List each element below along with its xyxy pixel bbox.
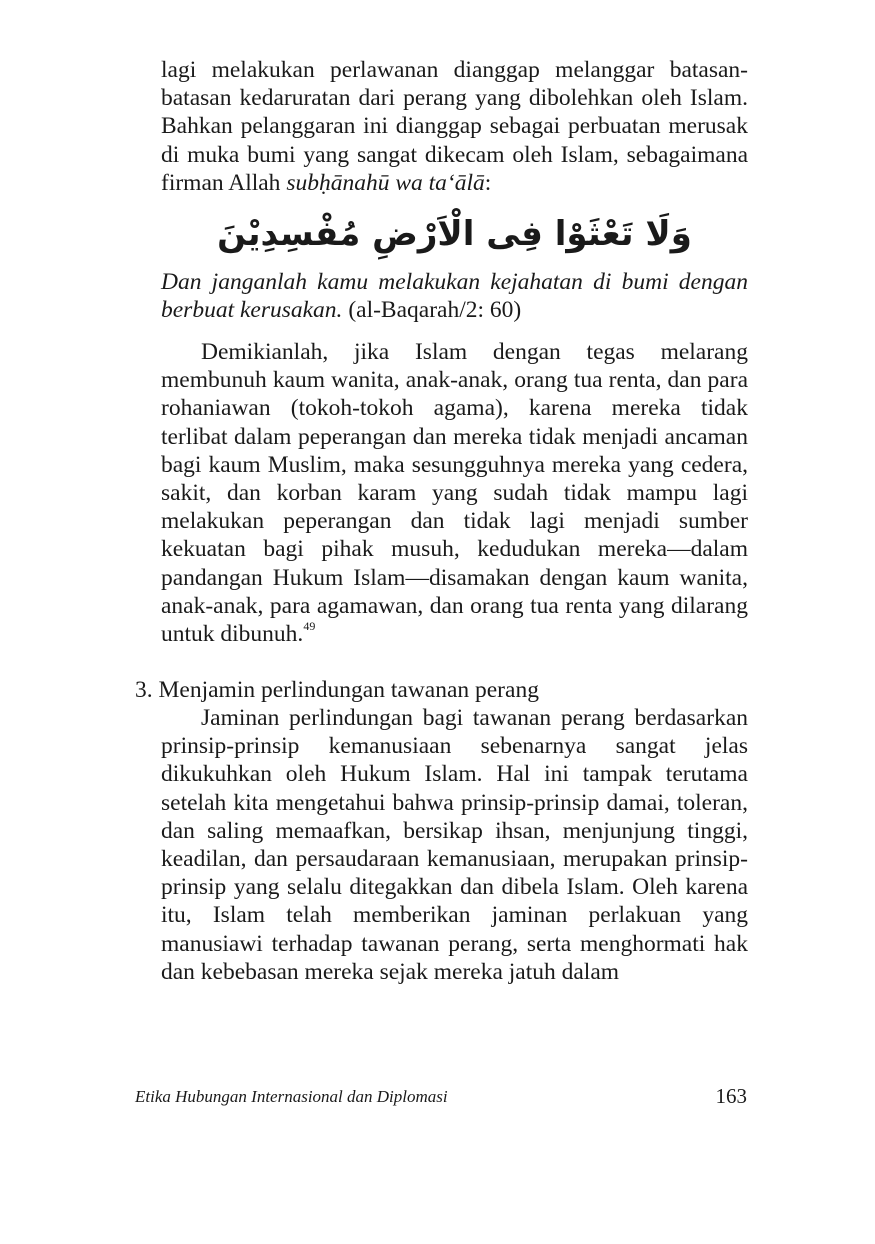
translation-body xyxy=(161,268,748,324)
translation-citation: (al-Baqarah/2: 60) xyxy=(342,297,522,324)
paragraph-demikian-text: Demikianlah, jika Islam dengan tegas melarang membunuh kaum wanita, anak-anak, orang tua renta, dan para rohaniawan (tokoh-tokoh agama), karena mereka tidak terlibat dalam peperangan dan mereka tidak menjadi ancaman bagi kaum Muslim, maka sesungguhnya mereka yang cedera, sakit, dan korban karam yang sudah tidak mampu lagi melakukan peperangan dan tidak lagi menjadi sumber kekuatan bagi pihak musuh, kedudukan mereka—dalam pandangan Hukum Islam—disamakan dengan kaum wanita, anak-anak, para agamawan, dan orang tua renta yang dilarang untuk dibunuh. xyxy=(161,339,748,648)
arabic-verse: وَلَا تَعْثَوْا فِى الْاَرْضِ مُفْسِدِيْنَ xyxy=(217,214,692,254)
translation-text: Dan janganlah kamu melakukan kejahatan di bumi dengan berbuat kerusakan. xyxy=(161,269,748,324)
page-number: 163 xyxy=(715,1084,747,1108)
paragraph-top-text: lagi melakukan perlawanan dianggap melanggar batasan-batasan kedaruratan dari perang yang dibolehkan oleh Islam. Bahkan pelanggaran ini dianggap sebagai perbuatan merusak di muka bumi yang sangat dikecam oleh Islam, sebagaimana firman Allah xyxy=(161,57,748,196)
running-footer-title: Etika Hubungan Internasional dan Diplomasi xyxy=(135,1087,448,1106)
section-heading: 3. Menjamin perlindungan tawanan perang xyxy=(135,677,539,703)
paragraph-top xyxy=(161,56,748,197)
verse-translation xyxy=(161,268,748,324)
paragraph-demikian-body xyxy=(161,338,748,648)
paragraph-top-body xyxy=(161,56,748,197)
subhanahu-phrase: subḥānahū wa ta‘ālā xyxy=(286,169,485,196)
paragraph-demikian xyxy=(161,338,748,648)
paragraph-top-end: : xyxy=(484,169,492,196)
footnote-marker: 49 xyxy=(303,619,316,634)
paragraph-jaminan-body: Jaminan perlindungan bagi tawanan perang berdasarkan prinsip-prinsip kemanusiaan sebenarnya sangat jelas dikukuhkan oleh Hukum Islam. Hal ini tampak terutama setelah kita mengetahui bahwa prinsip-prinsip damai, toleran, dan saling memaafkan, bersikap ihsan, menjunjung tinggi, keadilan, dan persaudaraan kemanusiaan, merupakan prinsip-prinsip yang selalu ditegakkan dan dibela Islam. Oleh karena itu, Islam telah memberikan jaminan perlakuan yang manusiawi terhadap tawanan perang, serta menghormati hak dan kebebasan mereka sejak mereka jatuh dalam xyxy=(161,705,748,985)
paragraph-jaminan xyxy=(161,704,748,986)
